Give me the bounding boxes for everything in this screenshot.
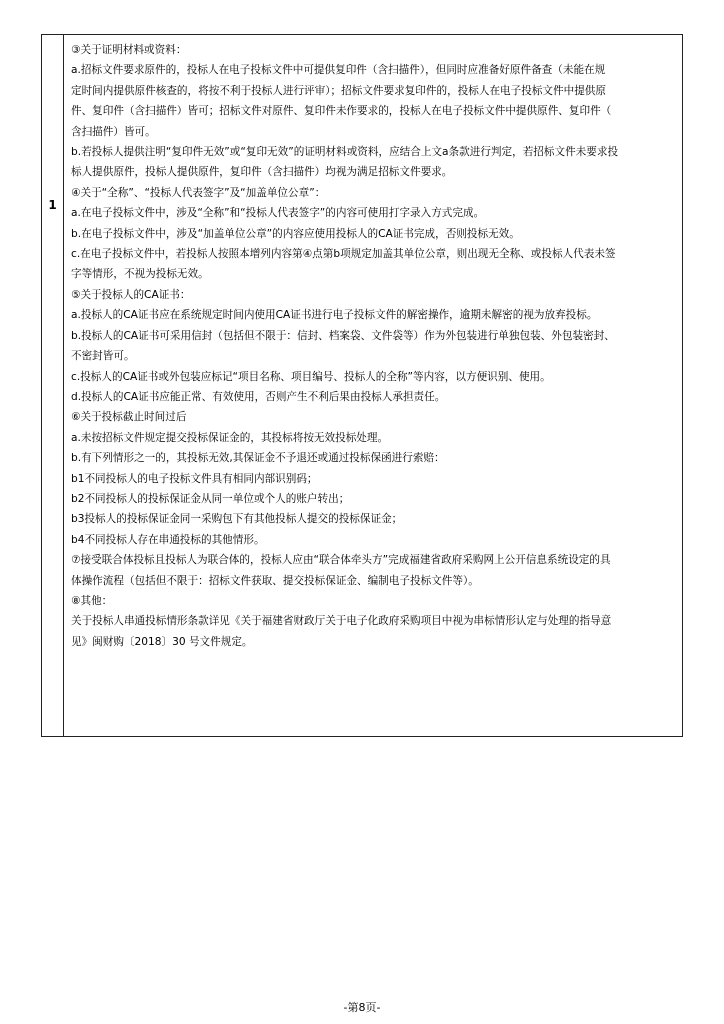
content-line: 字等情形，不视为投标无效。 [71,268,209,281]
content-line: ⑧其他： [71,594,113,607]
content-line: b.投标人的CA证书可采用信封（包括但不限于：信封、档案袋、文件袋等）作为外包装进行单独包装、外包装密封、 [71,329,615,342]
content-line: 标人提供原件，投标人提供原件，复印件（含扫描件）均视为满足招标文件要求。 [71,166,453,179]
content-line: ④关于“全称”、“投标人代表签字”及“加盖单位公章”： [71,186,326,199]
content-line: 定时间内提供原件核查的，将按不利于投标人进行评审）；招标文件要求复印件的，投标人在电子投标文件中提供原 [71,84,606,97]
row-content [71,40,677,652]
content-line: 件、复印件（含扫描件）皆可；招标文件对原件、复印件未作要求的，投标人在电子投标文件中提供原件、复印件（ [71,105,612,118]
requirements-table [41,34,683,737]
content-line: 不密封皆可。 [71,350,135,363]
content-line: b3投标人的投标保证金同一采购包下有其他投标人提交的投标保证金； [71,513,403,526]
content-line: b1不同投标人的电子投标文件具有相同内部识别码； [71,472,318,485]
page-number: -第8页- [343,1001,381,1014]
row-number: 1 [48,198,57,212]
content-line: 关于投标人串通投标情形条款详见《关于福建省财政厅关于电子化政府采购项目中视为串标情形认定与处理的指导意 [71,615,612,628]
content-line: ⑥关于投标截止时间过后 [71,411,187,424]
content-line: ⑦接受联合体投标且投标人为联合体的，投标人应由“联合体牵头方”完成福建省政府采购网上公开信息系统设定的具 [71,554,611,567]
content-line: ⑤关于投标人的CA证书： [71,288,191,301]
content-line: d.投标人的CA证书应能正常、有效使用，否则产生不利后果由投标人承担责任。 [71,390,446,403]
content-line: b.若投标人提供注明“复印件无效”或“复印无效”的证明材料或资料，应结合上文a条款进行判定，若招标文件未要求投 [71,146,619,159]
content-line: a.在电子投标文件中，涉及“全称”和“投标人代表签字”的内容可使用打字录入方式完成。 [71,207,485,220]
content-line: a.招标文件要求原件的，投标人在电子投标文件中可提供复印件（含扫描件），但同时应准备好原件备查（未能在规 [71,64,606,77]
content-line: ③关于证明材料或资料： [71,44,187,56]
content-line: b2不同投标人的投标保证金从同一单位或个人的账户转出； [71,492,350,505]
content-line: c.投标人的CA证书或外包装应标记“项目名称、项目编号、投标人的全称”等内容，以方便识别、使用。 [71,370,551,383]
content-line: b.有下列情形之一的，其投标无效,其保证金不予退还或通过投标保函进行索赔： [71,452,445,465]
content-line: a.未按招标文件规定提交投标保证金的，其投标将按无效投标处理。 [71,431,389,444]
column-divider [63,35,64,736]
content-line: 见》闽财购〔2018〕30 号文件规定。 [71,635,253,648]
content-line: a.投标人的CA证书应在系统规定时间内使用CA证书进行电子投标文件的解密操作，逾期未解密的视为放弃投标。 [71,309,598,322]
content-line: b.在电子投标文件中，涉及“加盖单位公章”的内容应使用投标人的CA证书完成，否则投标无效。 [71,227,520,240]
content-line: b4不同投标人存在串通投标的其他情形。 [71,533,265,546]
content-line: c.在电子投标文件中，若投标人按照本增列内容第④点第b项规定加盖其单位公章，则出现无全称、或投标人代表未签 [71,248,616,261]
content-line: 含扫描件）皆可。 [71,125,156,138]
content-line: 体操作流程（包括但不限于：招标文件获取、提交投标保证金、编制电子投标文件等）。 [71,574,479,587]
